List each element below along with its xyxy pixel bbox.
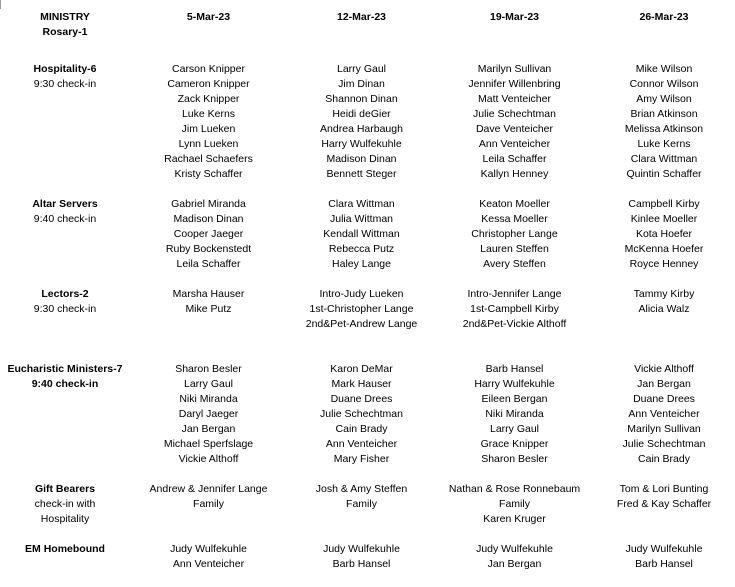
ministry-name: Eucharistic Ministers-7 — [7, 363, 123, 375]
volunteer-name: Julia Wittman — [329, 213, 393, 225]
ministry-schedule — [0, 10, 735, 587]
assignment-cell — [436, 542, 593, 587]
volunteer-name: Luke Kerns — [637, 138, 691, 150]
assignment-cell — [593, 482, 735, 542]
volunteer-name: Barb Hansel — [485, 363, 544, 375]
assignment-cell — [130, 542, 287, 587]
volunteer-name: Cameron Knipper — [167, 78, 250, 90]
volunteer-name: Michael Sperfslage — [163, 438, 254, 450]
ministry-label-cell — [0, 197, 130, 287]
volunteer-name: Gabriel Miranda — [171, 198, 246, 210]
assignment-cell — [130, 362, 287, 482]
ministry-note: Hospitality — [40, 513, 90, 525]
volunteer-name: Julie Schechtman — [320, 408, 403, 420]
ministry-label-cell — [0, 62, 130, 197]
date-header-cell — [436, 10, 593, 62]
page-edge-marker — [0, 0, 1, 9]
volunteer-name: Tom & Lori Bunting — [619, 483, 709, 495]
volunteer-name: Andrew & Jennifer Lange — [149, 483, 268, 495]
volunteer-name: Carson Knipper — [172, 63, 245, 75]
volunteer-name: Larry Gaul — [183, 378, 234, 390]
assignment-cell — [593, 287, 735, 362]
ministry-row-em-homebound — [0, 542, 735, 587]
volunteer-name: Ann Venteicher — [478, 138, 551, 150]
volunteer-name: Kallyn Henney — [480, 168, 549, 180]
volunteer-name: Ann Venteicher — [628, 408, 700, 420]
ministry-label-cell — [0, 542, 130, 587]
volunteer-name: Grace Knipper — [480, 438, 549, 450]
ministry-note: 9:40 check-in — [33, 213, 97, 225]
volunteer-name: Andrea Harbaugh — [320, 123, 403, 135]
header-ministry-cell — [0, 10, 130, 62]
ministry-note: check-in with — [34, 498, 96, 510]
date-header: 19-Mar-23 — [489, 11, 540, 23]
assignment-cell — [436, 287, 593, 362]
volunteer-name: Jan Bergan — [637, 378, 691, 390]
volunteer-name: Brian Atkinson — [630, 108, 698, 120]
volunteer-name: 2nd&Pet-Andrew Lange — [305, 318, 418, 330]
volunteer-name: Melissa Atkinson — [624, 123, 704, 135]
volunteer-name: Haley Lange — [332, 258, 391, 270]
volunteer-name: Christopher Lange — [471, 228, 558, 240]
volunteer-name: Daryl Jaeger — [178, 408, 239, 420]
assignment-cell — [593, 542, 735, 587]
ministry-row-gift-bearers — [0, 482, 735, 542]
assignment-cell — [287, 362, 436, 482]
volunteer-name: Ruby Bockenstedt — [165, 243, 252, 255]
volunteer-name: Nathan & Rose Ronnebaum — [448, 483, 581, 495]
volunteer-name: Intro-Jennifer Lange — [467, 288, 562, 300]
volunteer-name: Leila Schaffer — [176, 258, 241, 270]
volunteer-name: Duane Drees — [633, 393, 695, 405]
volunteer-name: Madison Dinan — [326, 153, 397, 165]
volunteer-name: 1st-Christopher Lange — [309, 303, 414, 315]
volunteer-name: Ann Venteicher — [325, 438, 398, 450]
volunteer-name: Alicia Walz — [638, 303, 690, 315]
ministry-name: Gift Bearers — [34, 483, 96, 495]
volunteer-name: Judy Wulfekuhle — [476, 543, 553, 555]
volunteer-name: Madison Dinan — [173, 213, 244, 225]
assignment-cell — [436, 62, 593, 197]
volunteer-name: Fred & Kay Schaffer — [616, 498, 712, 510]
volunteer-name: Judy Wulfekuhle — [170, 543, 247, 555]
volunteer-name: Eileen Bergan — [481, 393, 548, 405]
volunteer-name: Cain Brady — [638, 453, 690, 465]
ministry-label-cell — [0, 362, 130, 482]
volunteer-name: Family — [346, 498, 377, 510]
volunteer-name: Ann Venteicher — [172, 558, 245, 570]
ministry-header-label: MINISTRY — [40, 11, 90, 23]
ministry-label-cell — [0, 287, 130, 362]
volunteer-name: Marilyn Sullivan — [477, 63, 552, 75]
assignment-cell — [593, 62, 735, 197]
date-header: 5-Mar-23 — [186, 11, 231, 23]
date-header-cell — [287, 10, 436, 62]
volunteer-name: Avery Steffen — [483, 258, 546, 270]
assignment-cell — [287, 542, 436, 587]
volunteer-name: Jim Lueken — [181, 123, 236, 135]
volunteer-name: Barb Hansel — [635, 558, 693, 570]
assignment-cell — [287, 287, 436, 362]
date-header: 26-Mar-23 — [639, 11, 689, 23]
assignment-cell — [130, 62, 287, 197]
volunteer-name: Bennett Steger — [326, 168, 397, 180]
ministry-label-cell — [0, 482, 130, 542]
ministry-note: 9:40 check-in — [31, 378, 99, 390]
volunteer-name: Jan Bergan — [181, 423, 236, 435]
volunteer-name: Kessa Moeller — [481, 213, 548, 225]
volunteer-name: Vickie Althoff — [634, 363, 694, 375]
ministry-name: Hospitality-6 — [33, 63, 97, 75]
ministry-rows — [0, 62, 735, 587]
volunteer-name: Harry Wulfekuhle — [474, 378, 555, 390]
volunteer-name: Cooper Jaeger — [173, 228, 244, 240]
volunteer-name: 2nd&Pet-Vickie Althoff — [462, 318, 567, 330]
volunteer-name: Matt Venteicher — [478, 93, 551, 105]
volunteer-name: Tammy Kirby — [633, 288, 695, 300]
assignment-cell — [287, 482, 436, 542]
volunteer-name: Rachael Schaefers — [164, 153, 253, 165]
volunteer-name: Dave Venteicher — [475, 123, 554, 135]
volunteer-name: Connor Wilson — [629, 78, 699, 90]
ministry-header-sub: Rosary-1 — [42, 26, 88, 38]
volunteer-name: Shannon Dinan — [325, 93, 398, 105]
volunteer-name: Judy Wulfekuhle — [323, 543, 400, 555]
volunteer-name: Quintin Schaffer — [626, 168, 702, 180]
ministry-note: 9:30 check-in — [33, 303, 97, 315]
date-header-cell — [130, 10, 287, 62]
ministry-row-hospitality — [0, 62, 735, 197]
volunteer-name: Rebecca Putz — [328, 243, 395, 255]
volunteer-name: Josh & Amy Steffen — [315, 483, 408, 495]
volunteer-name: Julie Schechtman — [473, 108, 556, 120]
volunteer-name: Royce Henney — [629, 258, 699, 270]
volunteer-name: Leila Schaffer — [482, 153, 547, 165]
volunteer-name: Jan Bergan — [487, 558, 542, 570]
volunteer-name: Jim Dinan — [338, 78, 385, 90]
volunteer-name: Larry Gaul — [336, 63, 387, 75]
header-row — [0, 10, 735, 62]
volunteer-name: Sharon Besler — [175, 363, 242, 375]
date-header-cell — [593, 10, 735, 62]
ministry-note: 9:30 check-in — [33, 78, 97, 90]
volunteer-name: Cain Brady — [335, 423, 388, 435]
volunteer-name: Clara Wittman — [328, 198, 395, 210]
assignment-cell — [593, 362, 735, 482]
assignment-cell — [130, 482, 287, 542]
volunteer-name: Kota Hoefer — [635, 228, 693, 240]
volunteer-name: Niki Miranda — [485, 408, 544, 420]
volunteer-name: McKenna Hoefer — [624, 243, 704, 255]
volunteer-name: Intro-Judy Lueken — [319, 288, 404, 300]
volunteer-name: Marilyn Sullivan — [627, 423, 701, 435]
volunteer-name: Barb Hansel — [332, 558, 391, 570]
ministry-row-lectors — [0, 287, 735, 362]
ministry-name: Lectors-2 — [41, 288, 89, 300]
volunteer-name: Keaton Moeller — [479, 198, 550, 210]
volunteer-name: Niki Miranda — [179, 393, 238, 405]
ministry-name: EM Homebound — [25, 543, 105, 555]
volunteer-name: Kinlee Moeller — [630, 213, 698, 225]
volunteer-name: Mary Fisher — [333, 453, 390, 465]
assignment-cell — [593, 197, 735, 287]
volunteer-name: Heidi deGier — [332, 108, 391, 120]
volunteer-name: Amy Wilson — [636, 93, 692, 105]
assignment-cell — [436, 482, 593, 542]
ministry-row-altar-servers — [0, 197, 735, 287]
volunteer-name: Clara Wittman — [630, 153, 698, 165]
volunteer-name: Mike Putz — [185, 303, 232, 315]
volunteer-name: Lauren Steffen — [480, 243, 549, 255]
volunteer-name: Harry Wulfekuhle — [321, 138, 402, 150]
assignment-cell — [436, 197, 593, 287]
volunteer-name: Karen Kruger — [483, 513, 546, 525]
volunteer-name: Larry Gaul — [489, 423, 540, 435]
assignment-cell — [130, 287, 287, 362]
date-header: 12-Mar-23 — [336, 11, 387, 23]
volunteer-name: Zack Knipper — [177, 93, 240, 105]
assignment-cell — [287, 197, 436, 287]
volunteer-name: Marsha Hauser — [172, 288, 245, 300]
volunteer-name: Jennifer Willenbring — [468, 78, 561, 90]
volunteer-name: Julie Schechtman — [622, 438, 706, 450]
volunteer-name: Mike Wilson — [635, 63, 693, 75]
volunteer-name: Sharon Besler — [481, 453, 548, 465]
volunteer-name: Mark Hauser — [331, 378, 392, 390]
volunteer-name: Karon DeMar — [330, 363, 393, 375]
volunteer-name: 1st-Campbell Kirby — [470, 303, 559, 315]
assignment-cell — [130, 197, 287, 287]
ministry-name: Altar Servers — [32, 198, 98, 210]
volunteer-name: Duane Drees — [330, 393, 393, 405]
volunteer-name: Luke Kerns — [181, 108, 236, 120]
volunteer-name: Kristy Schaffer — [174, 168, 243, 180]
volunteer-name: Judy Wulfekuhle — [625, 543, 703, 555]
volunteer-name: Kendall Wittman — [323, 228, 400, 240]
volunteer-name: Lynn Lueken — [178, 138, 239, 150]
assignment-cell — [436, 362, 593, 482]
assignment-cell — [287, 62, 436, 197]
volunteer-name: Family — [499, 498, 530, 510]
ministry-row-eucharistic-ministers — [0, 362, 735, 482]
volunteer-name: Vickie Althoff — [178, 453, 239, 465]
volunteer-name: Campbell Kirby — [628, 198, 700, 210]
volunteer-name: Family — [193, 498, 224, 510]
